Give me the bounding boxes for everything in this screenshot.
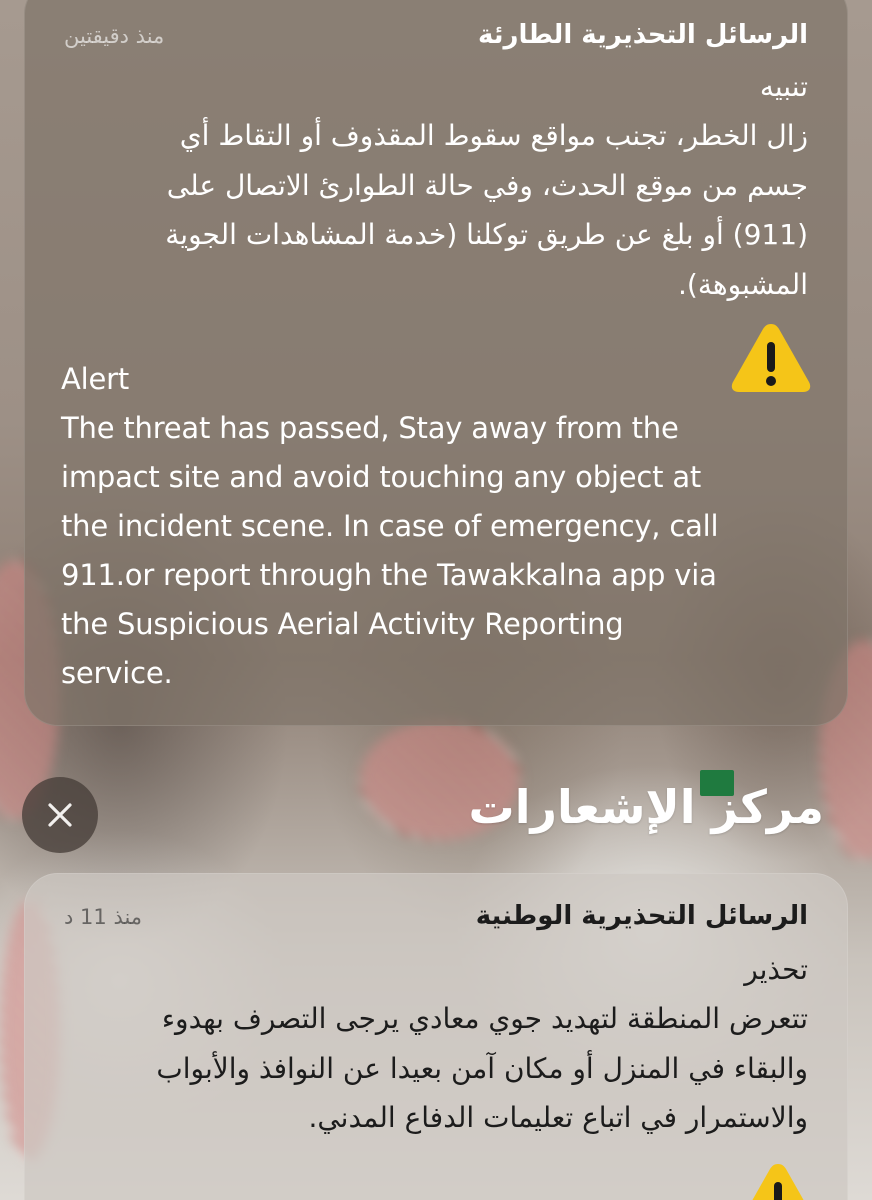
close-button[interactable] [22,777,98,853]
notification-body-ar: زال الخطر، تجنب مواقع سقوط المقذوف أو التقاط أي جسم من موقع الحدث، وفي حالة الطوارئ الاتصال على (911) أو بلغ عن طريق توكلنا (خدمة المشاهدات الجوية المشبوهة). [165,119,808,301]
notification-app-name: الرسائل التحذيرية الطارئة [477,20,808,50]
notification-body-en: The threat has passed, Stay away from the impact site and avoid touching any object at the incident scene. In case of emergency, call 911.or report through the Tawakkalna app via the Suspicious Aerial Activity Reporting service. [61,411,719,690]
notification-body-ar: تتعرض المنطقة لتهديد جوي معادي يرجى التصرف بهدوء والبقاء في المنزل أو مكان آمن بعيدا عن النوافذ والأبواب والاستمرار في اتباع تعليمات الدفاع المدني. [156,1002,808,1134]
notification-center-title: مركز الإشعارات [468,780,824,834]
notification-header [64,901,808,941]
notification-time: منذ دقيقتين [64,24,165,48]
close-icon [46,801,74,829]
notification-title-ar: تحذير [744,953,808,986]
notification-card-emergency[interactable] [24,0,848,726]
notification-app-name: الرسائل التحذيرية الوطنية [475,901,808,931]
notification-card-national[interactable] [24,873,848,1200]
notification-title-en: Alert [61,362,130,396]
notification-title-ar: تنبيه [759,70,808,103]
warning-triangle-icon [729,320,813,396]
notification-header [64,20,808,60]
warning-triangle-icon [736,1160,820,1200]
notification-time: منذ 11 د [64,905,143,929]
